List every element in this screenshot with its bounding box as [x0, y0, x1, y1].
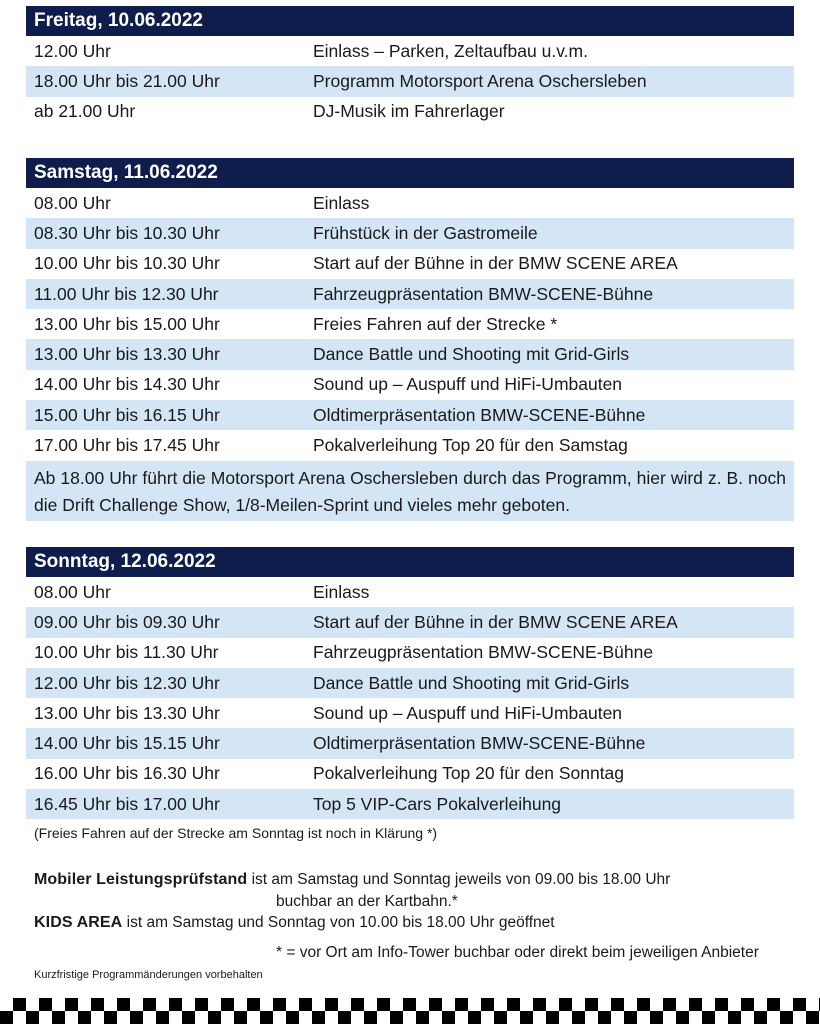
sunday-note: (Freies Fahren auf der Strecke am Sonntag ist noch in Klärung *) [34, 825, 438, 841]
dyno-text: ist am Samstag und Sonntag jeweils von 09.00 bis 18.00 Uhr [251, 871, 671, 888]
schedule-row [26, 66, 794, 96]
schedule-row [26, 759, 794, 789]
kids-info [34, 914, 555, 932]
checkered-flag-border [0, 998, 820, 1024]
row-time: 13.00 Uhr bis 15.00 Uhr [34, 313, 220, 334]
schedule-row [26, 728, 794, 758]
row-time: 18.00 Uhr bis 21.00 Uhr [34, 70, 220, 91]
schedule-row [26, 309, 794, 339]
row-event: DJ-Musik im Fahrerlager [313, 101, 505, 122]
row-event: Einlass [313, 192, 370, 213]
row-event: Start auf der Bühne in der BMW SCENE AREA [313, 253, 678, 274]
row-time: 10.00 Uhr bis 11.30 Uhr [34, 642, 219, 663]
row-time: 15.00 Uhr bis 16.15 Uhr [34, 404, 220, 425]
schedule-row [26, 698, 794, 728]
row-event: Freies Fahren auf der Strecke * [313, 313, 558, 334]
schedule-row [26, 36, 794, 66]
schedule-row [26, 370, 794, 400]
row-time: 11.00 Uhr bis 12.30 Uhr [34, 283, 219, 304]
kids-label: KIDS AREA [34, 914, 123, 931]
friday-header: Freitag, 10.06.2022 [26, 6, 794, 36]
row-event: Einlass – Parken, Zeltaufbau u.v.m. [313, 40, 588, 61]
row-event: Fahrzeugpräsentation BMW-SCENE-Bühne [313, 283, 654, 304]
kids-text: ist am Samstag und Sonntag von 10.00 bis 18.00 Uhr geöffnet [126, 914, 555, 931]
dyno-text-continued: buchbar an der Kartbahn.* [276, 893, 458, 910]
schedule-row [26, 400, 794, 430]
schedule-row [26, 607, 794, 637]
row-time: 08.00 Uhr [34, 581, 111, 602]
row-event: Sound up – Auspuff und HiFi-Umbauten [313, 702, 623, 723]
schedule-row [26, 577, 794, 607]
row-event: Pokalverleihung Top 20 für den Samstag [313, 435, 628, 456]
row-event: Start auf der Bühne in der BMW SCENE AREA [313, 611, 678, 632]
dyno-label: Mobiler Leistungsprüfstand [34, 871, 248, 888]
footnote: * = vor Ort am Info-Tower buchbar oder direkt beim jeweiligen Anbieter [276, 944, 759, 961]
schedule-row [26, 789, 794, 819]
saturday-section [26, 158, 794, 521]
row-time: ab 21.00 Uhr [34, 101, 136, 122]
sunday-section [26, 547, 794, 819]
schedule-row [26, 638, 794, 668]
friday-section [26, 6, 794, 127]
schedule-row [26, 430, 794, 460]
saturday-evening-note: Ab 18.00 Uhr führt die Motorsport Arena Oschersleben durch das Programm, hier wird z. B. noch die Drift Challenge Show, 1/8-Meilen-Sprint und vieles mehr geboten. [26, 461, 794, 521]
row-time: 16.00 Uhr bis 16.30 Uhr [34, 763, 220, 784]
row-event: Oldtimerpräsentation BMW-SCENE-Bühne [313, 733, 646, 754]
row-time: 14.00 Uhr bis 14.30 Uhr [34, 374, 220, 395]
row-event: Top 5 VIP-Cars Pokalverleihung [313, 793, 562, 814]
sunday-header: Sonntag, 12.06.2022 [26, 547, 794, 577]
schedule-row [26, 188, 794, 218]
row-time: 13.00 Uhr bis 13.30 Uhr [34, 702, 220, 723]
row-event: Programm Motorsport Arena Oschersleben [313, 70, 647, 91]
schedule-row [26, 97, 794, 127]
schedule-row [26, 279, 794, 309]
row-event: Oldtimerpräsentation BMW-SCENE-Bühne [313, 404, 646, 425]
row-event: Pokalverleihung Top 20 für den Sonntag [313, 763, 625, 784]
row-time: 17.00 Uhr bis 17.45 Uhr [34, 435, 220, 456]
row-time: 10.00 Uhr bis 10.30 Uhr [34, 253, 220, 274]
row-time: 12.00 Uhr bis 12.30 Uhr [34, 672, 220, 693]
saturday-header: Samstag, 11.06.2022 [26, 158, 794, 188]
row-time: 14.00 Uhr bis 15.15 Uhr [34, 733, 220, 754]
disclaimer: Kurzfristige Programmänderungen vorbehalten [34, 969, 263, 981]
row-event: Einlass [313, 581, 370, 602]
schedule-row [26, 249, 794, 279]
row-event: Dance Battle und Shooting mit Grid-Girls [313, 344, 630, 365]
row-time: 08.30 Uhr bis 10.30 Uhr [34, 222, 220, 243]
row-time: 16.45 Uhr bis 17.00 Uhr [34, 793, 220, 814]
row-event: Dance Battle und Shooting mit Grid-Girls [313, 672, 630, 693]
schedule-row [26, 339, 794, 369]
row-time: 09.00 Uhr bis 09.30 Uhr [34, 611, 220, 632]
row-event: Sound up – Auspuff und HiFi-Umbauten [313, 374, 623, 395]
row-time: 13.00 Uhr bis 13.30 Uhr [34, 344, 220, 365]
row-time: 08.00 Uhr [34, 192, 111, 213]
row-event: Frühstück in der Gastromeile [313, 222, 538, 243]
row-time: 12.00 Uhr [34, 40, 111, 61]
schedule-row [26, 668, 794, 698]
schedule-row [26, 218, 794, 248]
row-event: Fahrzeugpräsentation BMW-SCENE-Bühne [313, 642, 654, 663]
dyno-info [34, 871, 670, 889]
